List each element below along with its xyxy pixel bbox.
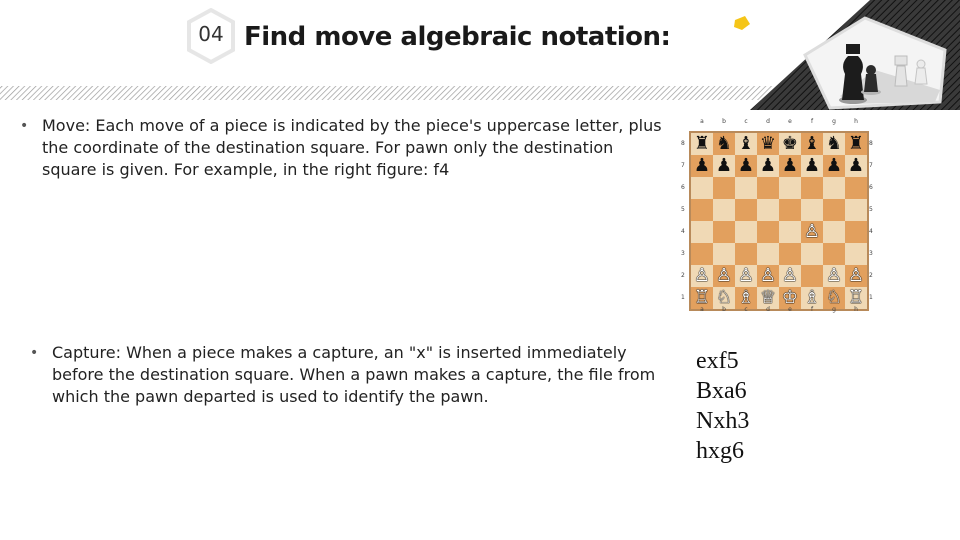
board-square-g6 bbox=[823, 177, 845, 199]
chess-piece: ♙ bbox=[693, 265, 711, 286]
rank-label: 3 bbox=[869, 250, 873, 257]
board-square-g3 bbox=[823, 243, 845, 265]
rank-label: 6 bbox=[869, 184, 873, 191]
yellow-pentagon-accent bbox=[734, 16, 750, 30]
chess-piece: ♗ bbox=[737, 287, 755, 308]
board-square-f2 bbox=[801, 265, 823, 287]
board-square-f8 bbox=[801, 133, 823, 155]
board-square-b3 bbox=[713, 243, 735, 265]
chess-piece: ♘ bbox=[825, 287, 843, 308]
rank-label: 2 bbox=[681, 272, 685, 279]
board-square-c2 bbox=[735, 265, 757, 287]
board-square-e2 bbox=[779, 265, 801, 287]
chess-piece: ♝ bbox=[737, 133, 755, 154]
move-notation-list bbox=[696, 346, 749, 466]
rank-label: 4 bbox=[681, 228, 685, 235]
board-square-e6 bbox=[779, 177, 801, 199]
rank-label: 5 bbox=[681, 206, 685, 213]
bullet-move bbox=[20, 115, 665, 181]
corner-decoration bbox=[690, 0, 960, 110]
rank-label: 7 bbox=[681, 162, 685, 169]
file-label: c bbox=[744, 306, 748, 313]
chess-piece: ♙ bbox=[847, 265, 865, 286]
chess-piece: ♙ bbox=[825, 265, 843, 286]
board-square-c8 bbox=[735, 133, 757, 155]
file-label: e bbox=[788, 118, 792, 125]
board-square-h3 bbox=[845, 243, 867, 265]
file-label: a bbox=[700, 118, 704, 125]
board-square-f4 bbox=[801, 221, 823, 243]
board-square-a4 bbox=[691, 221, 713, 243]
rank-label: 1 bbox=[869, 294, 873, 301]
board-square-e3 bbox=[779, 243, 801, 265]
chess-piece: ♟ bbox=[781, 155, 799, 176]
file-label: b bbox=[722, 306, 726, 313]
bullet-capture-text: Capture: When a piece makes a capture, an "x" is inserted immediately before the destination square. When a pawn makes a capture, the file from which the pawn departed is used to identify the pawn. bbox=[52, 343, 656, 406]
board-square-d4 bbox=[757, 221, 779, 243]
file-label: d bbox=[766, 118, 770, 125]
board-square-c3 bbox=[735, 243, 757, 265]
board-square-g7 bbox=[823, 155, 845, 177]
board-square-e8 bbox=[779, 133, 801, 155]
bullet-marker: • bbox=[30, 345, 39, 361]
board-square-g4 bbox=[823, 221, 845, 243]
chess-piece: ♟ bbox=[759, 155, 777, 176]
board-square-b4 bbox=[713, 221, 735, 243]
chess-piece: ♝ bbox=[803, 133, 821, 154]
chess-piece: ♔ bbox=[781, 287, 799, 308]
chess-board bbox=[689, 131, 869, 311]
chess-piece: ♟ bbox=[737, 155, 755, 176]
board-square-g2 bbox=[823, 265, 845, 287]
board-square-c7 bbox=[735, 155, 757, 177]
board-square-e5 bbox=[779, 199, 801, 221]
chess-piece: ♟ bbox=[847, 155, 865, 176]
board-square-d7 bbox=[757, 155, 779, 177]
board-square-h8 bbox=[845, 133, 867, 155]
chess-piece: ♙ bbox=[803, 221, 821, 242]
board-square-h6 bbox=[845, 177, 867, 199]
file-label: h bbox=[854, 118, 858, 125]
file-label: g bbox=[832, 306, 836, 313]
board-square-d5 bbox=[757, 199, 779, 221]
board-square-c4 bbox=[735, 221, 757, 243]
rank-label: 8 bbox=[869, 140, 873, 147]
rank-label: 8 bbox=[681, 140, 685, 147]
board-square-e4 bbox=[779, 221, 801, 243]
rank-label: 2 bbox=[869, 272, 873, 279]
chess-piece: ♟ bbox=[715, 155, 733, 176]
file-label: f bbox=[810, 118, 814, 125]
chess-piece: ♕ bbox=[759, 287, 777, 308]
board-square-c5 bbox=[735, 199, 757, 221]
chess-piece: ♟ bbox=[825, 155, 843, 176]
move-item: hxg6 bbox=[696, 438, 744, 464]
rank-label: 7 bbox=[869, 162, 873, 169]
board-square-a7 bbox=[691, 155, 713, 177]
board-square-f5 bbox=[801, 199, 823, 221]
chess-piece: ♞ bbox=[715, 133, 733, 154]
file-label: g bbox=[832, 118, 836, 125]
file-label: a bbox=[700, 306, 704, 313]
move-item: Bxa6 bbox=[696, 378, 747, 404]
board-square-f7 bbox=[801, 155, 823, 177]
rank-labels-right bbox=[869, 133, 873, 309]
slide-title: Find move algebraic notation: bbox=[244, 22, 671, 52]
board-square-g8 bbox=[823, 133, 845, 155]
chess-piece: ♙ bbox=[715, 265, 733, 286]
board-square-c6 bbox=[735, 177, 757, 199]
file-labels-bottom bbox=[691, 306, 871, 313]
board-square-h5 bbox=[845, 199, 867, 221]
chess-piece: ♟ bbox=[803, 155, 821, 176]
chess-piece: ♗ bbox=[803, 287, 821, 308]
chess-board-figure bbox=[675, 118, 875, 318]
chess-piece: ♞ bbox=[825, 133, 843, 154]
board-square-d3 bbox=[757, 243, 779, 265]
bullet-capture bbox=[30, 342, 665, 408]
board-square-d8 bbox=[757, 133, 779, 155]
file-label: f bbox=[810, 306, 814, 313]
file-label: c bbox=[744, 118, 748, 125]
chess-piece: ♙ bbox=[737, 265, 755, 286]
chess-piece: ♘ bbox=[715, 287, 733, 308]
chess-piece: ♙ bbox=[781, 265, 799, 286]
chess-piece: ♖ bbox=[693, 287, 711, 308]
board-square-d6 bbox=[757, 177, 779, 199]
move-item: Nxh3 bbox=[696, 408, 750, 434]
file-label: b bbox=[722, 118, 726, 125]
board-square-b8 bbox=[713, 133, 735, 155]
bullet-marker: • bbox=[20, 118, 29, 134]
rank-label: 5 bbox=[869, 206, 873, 213]
board-square-f3 bbox=[801, 243, 823, 265]
chess-piece: ♛ bbox=[759, 133, 777, 154]
board-square-b6 bbox=[713, 177, 735, 199]
section-number: 04 bbox=[198, 22, 224, 46]
rank-label: 4 bbox=[869, 228, 873, 235]
board-square-b2 bbox=[713, 265, 735, 287]
bullet-move-text: Move: Each move of a piece is indicated by the piece's uppercase letter, plus the coordinate of the destination square. For pawn only the destination square is given. For example, in the right figure: f4 bbox=[42, 116, 662, 179]
board-square-h4 bbox=[845, 221, 867, 243]
move-item: exf5 bbox=[696, 348, 739, 374]
board-square-b5 bbox=[713, 199, 735, 221]
board-square-a2 bbox=[691, 265, 713, 287]
rank-label: 6 bbox=[681, 184, 685, 191]
file-label: h bbox=[854, 306, 858, 313]
rank-label: 1 bbox=[681, 294, 685, 301]
rank-labels-left bbox=[681, 133, 685, 309]
file-labels-top bbox=[691, 118, 871, 125]
board-square-a6 bbox=[691, 177, 713, 199]
file-label: d bbox=[766, 306, 770, 313]
board-square-d2 bbox=[757, 265, 779, 287]
board-square-a8 bbox=[691, 133, 713, 155]
board-square-f6 bbox=[801, 177, 823, 199]
chess-piece: ♟ bbox=[693, 155, 711, 176]
chess-piece: ♖ bbox=[847, 287, 865, 308]
rank-label: 3 bbox=[681, 250, 685, 257]
chess-piece: ♜ bbox=[693, 133, 711, 154]
board-square-e7 bbox=[779, 155, 801, 177]
board-square-h7 bbox=[845, 155, 867, 177]
file-label: e bbox=[788, 306, 792, 313]
board-square-h2 bbox=[845, 265, 867, 287]
chess-piece: ♙ bbox=[759, 265, 777, 286]
chess-piece: ♚ bbox=[781, 133, 799, 154]
board-square-a3 bbox=[691, 243, 713, 265]
chess-piece: ♜ bbox=[847, 133, 865, 154]
board-square-b7 bbox=[713, 155, 735, 177]
board-square-g5 bbox=[823, 199, 845, 221]
board-square-a5 bbox=[691, 199, 713, 221]
